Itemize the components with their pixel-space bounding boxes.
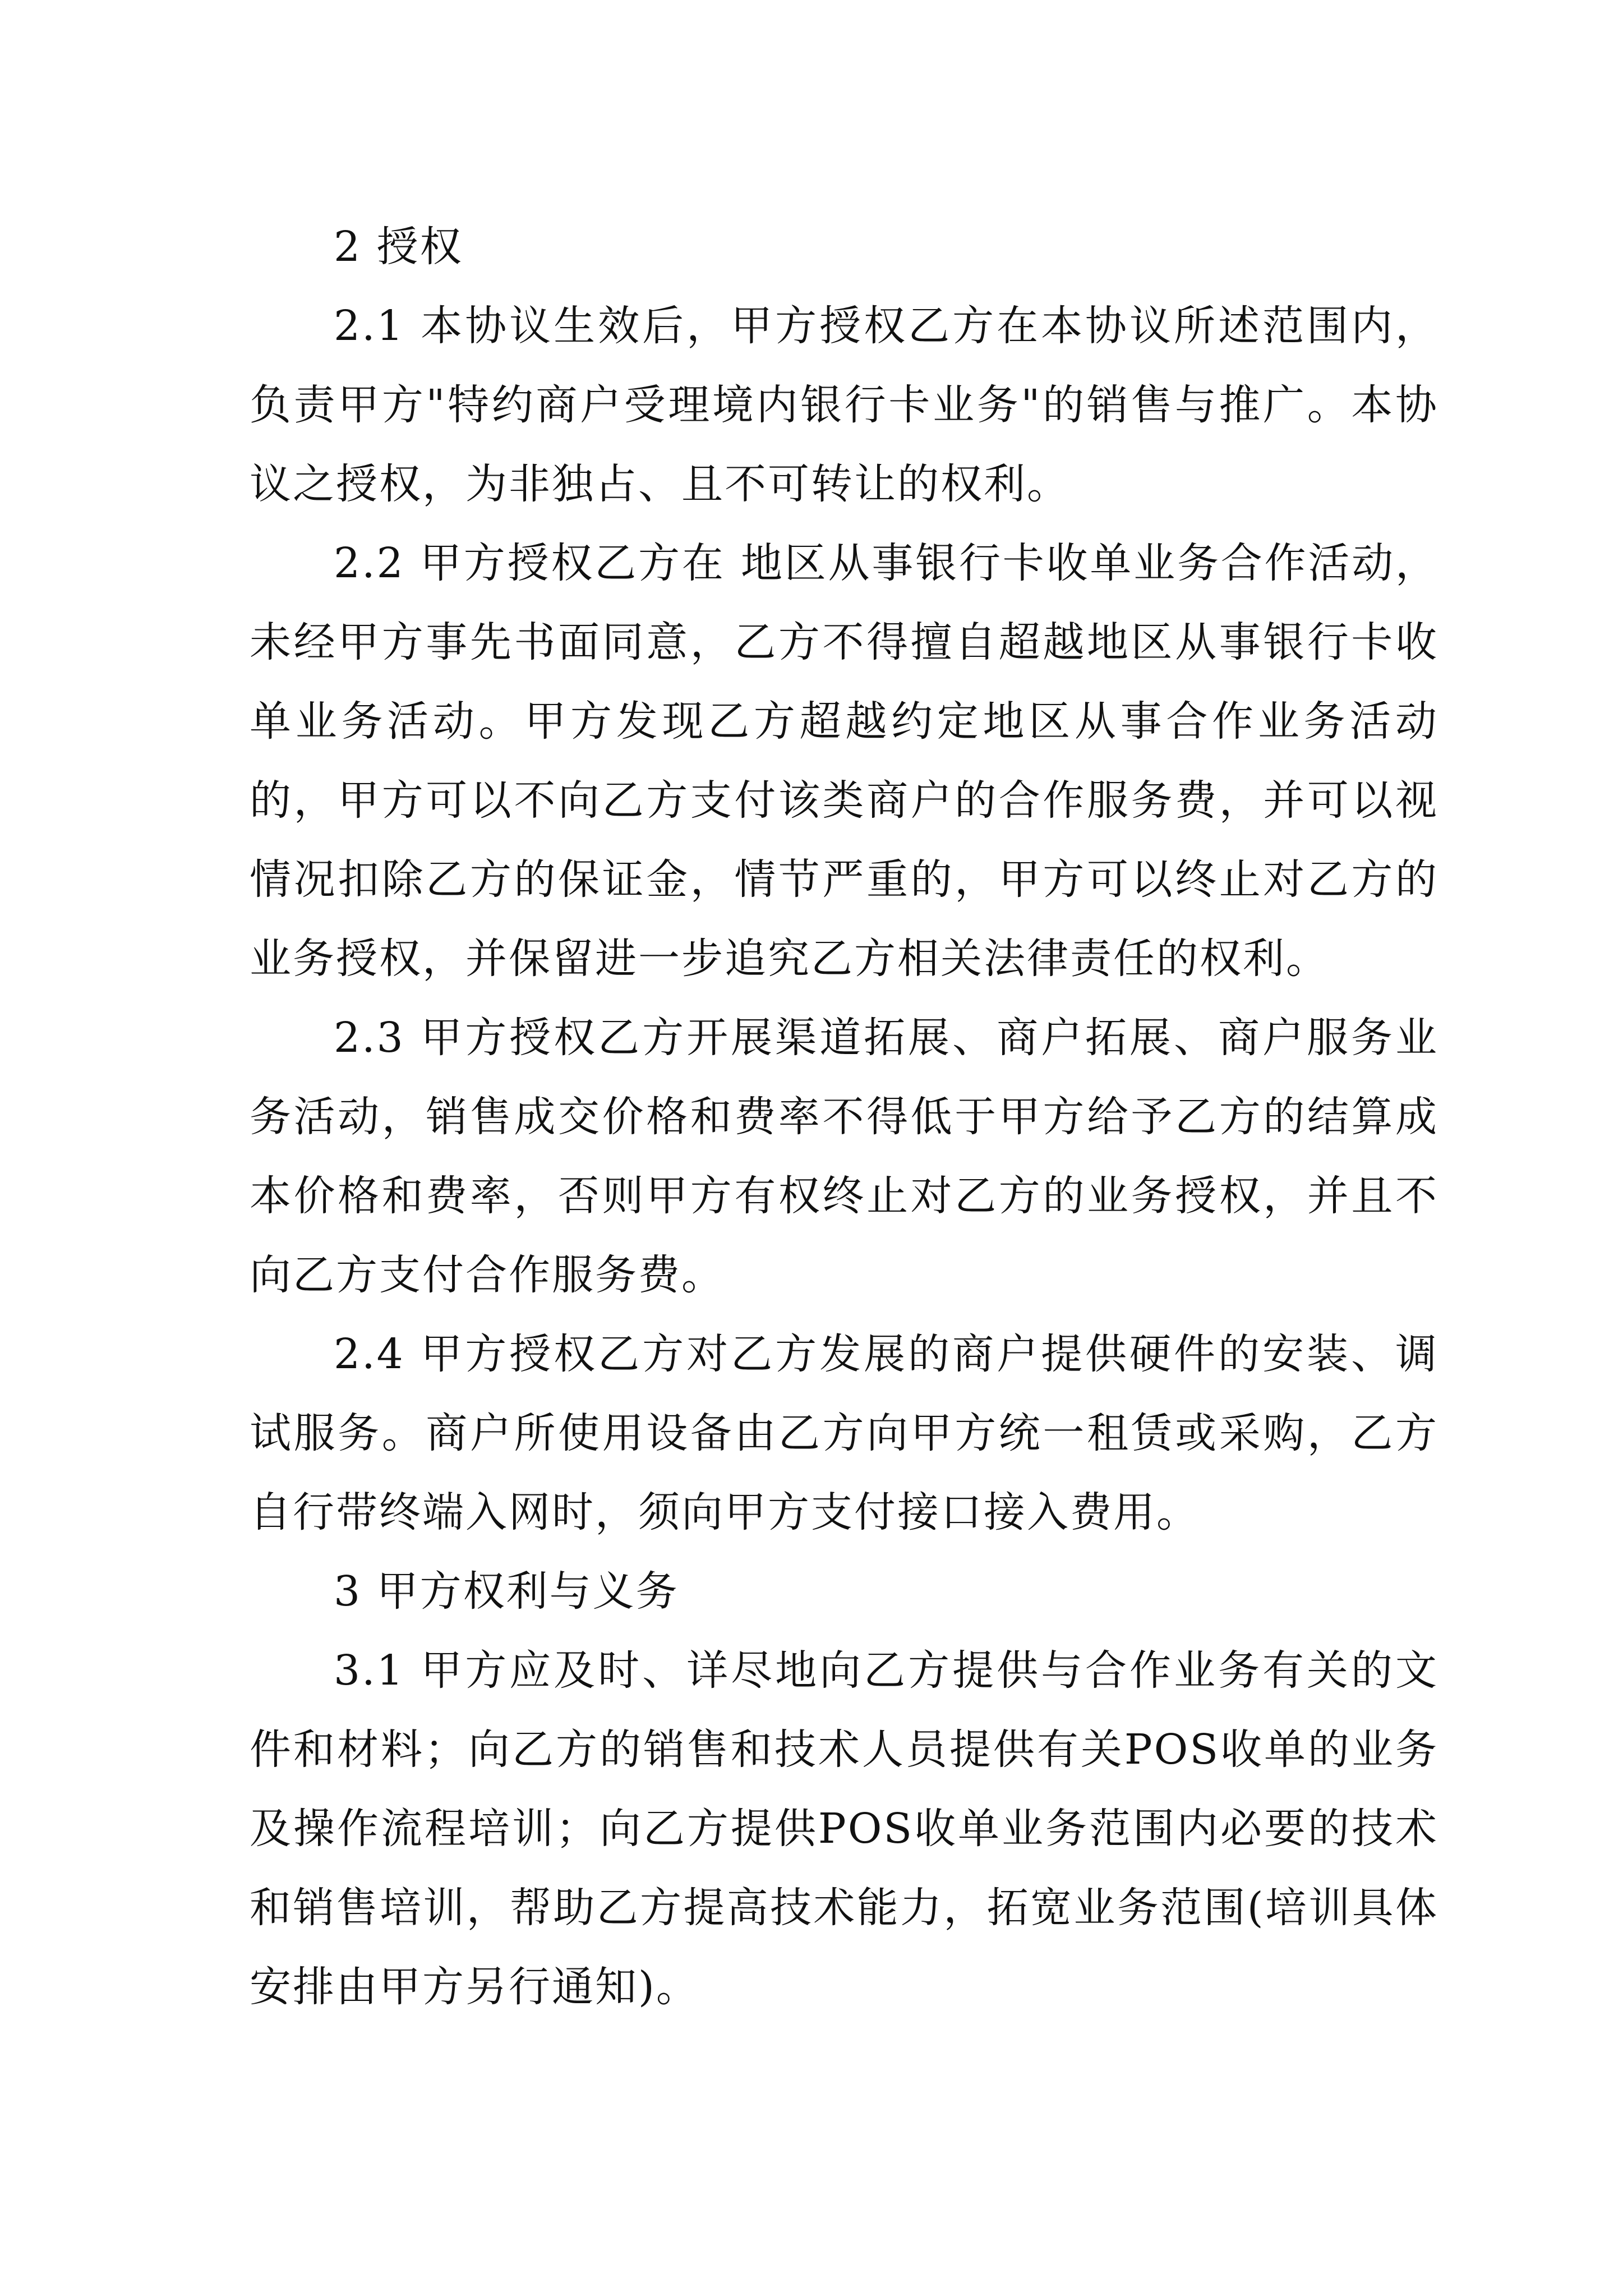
section-heading-2: 2 授权 <box>334 223 463 271</box>
section-heading-3: 3 甲方权利与义务 <box>334 1567 679 1616</box>
document-body <box>250 208 1438 2027</box>
clause-2-3: 2.3 甲方授权乙方开展渠道拓展、商户拓展、商户服务业务活动，销售成交价格和费率不得低于甲方给予乙方的结算成本价格和费率，否则甲方有权终止对乙方的业务授权，并且不向乙方支付合作服务费。 <box>250 1014 1438 1299</box>
clause-2-4: 2.4 甲方授权乙方对乙方发展的商户提供硬件的安装、调试服务。商户所使用设备由乙方向甲方统一租赁或采购，乙方自行带终端入网时，须向甲方支付接口接入费用。 <box>250 1330 1438 1536</box>
clause-2-2: 2.2 甲方授权乙方在 地区从事银行卡收单业务合作活动，未经甲方事先书面同意，乙方不得擅自超越地区从事银行卡收单业务活动。甲方发现乙方超越约定地区从事合作业务活动的，甲方可以不向乙方支付该类商户的合作服务费，并可以视情况扣除乙方的保证金，情节严重的，甲方可以终止对乙方的业务授权，并保留进一步追究乙方相关法律责任的权利。 <box>250 539 1438 983</box>
clause-3-1: 3.1 甲方应及时、详尽地向乙方提供与合作业务有关的文件和材料；向乙方的销售和技术人员提供有关POS收单的业务及操作流程培训；向乙方提供POS收单业务范围内必要的技术和销售培训，帮助乙方提高技术能力，拓宽业务范围(培训具体安排由甲方另行通知)。 <box>250 1646 1438 2011</box>
clause-2-1: 2.1 本协议生效后，甲方授权乙方在本协议所述范围内，负责甲方"特约商户受理境内银行卡业务"的销售与推广。本协议之授权，为非独占、且不可转让的权利。 <box>250 302 1438 508</box>
